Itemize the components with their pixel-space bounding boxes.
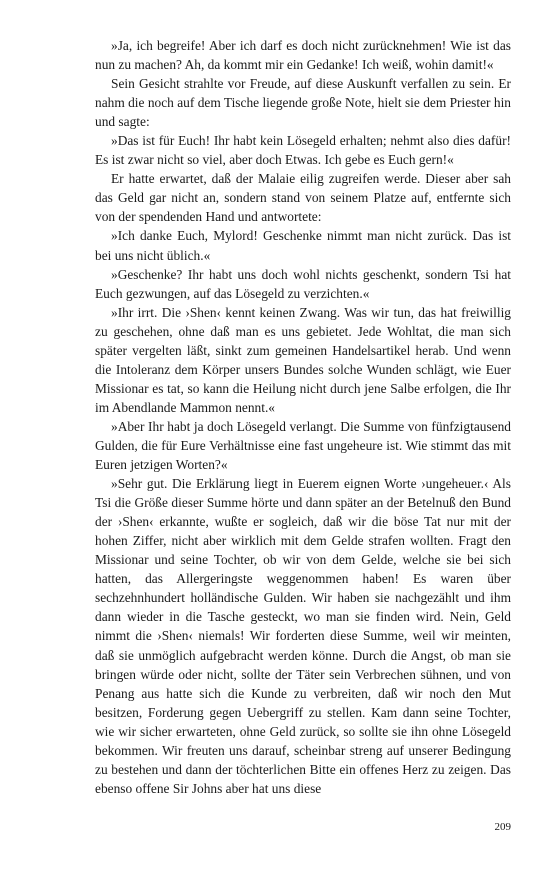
paragraph: Sein Gesicht strahlte vor Freude, auf diese Auskunft verfallen zu sein. Er nahm die noch auf dem Tische liegende große Note, hielt sie dem Priester hin und sagte: [95,76,511,130]
page-number: 209 [494,821,511,833]
body-text [95,36,511,798]
paragraph: »Das ist für Euch! Ihr habt kein Lösegeld erhalten; nehmt also dies dafür! Es ist zwar nicht so viel, aber doch Etwas. Ich gebe es Euch gern!« [95,133,511,168]
paragraph: »Geschenke? Ihr habt uns doch wohl nichts geschenkt, sondern Tsi hat Euch gezwungen, auf das Lösegeld zu verzichten.« [95,266,511,301]
paragraph: »Ihr irrt. Die ›Shen‹ kennt keinen Zwang. Was wir tun, das hat freiwillig zu geschehen, ohne daß man es uns gebietet. Jede Wohltat, die man sich später vergelten läßt, sinkt zum gemeinen Handelsartikel herab. Und wenn die Intoleranz dem Körper unsers Bundes solche Wunden schlägt, wie Euer Missionar es tat, so kann die Heilung nicht durch jene Salbe erfolgen, die Ihr im Abendlande Mammon nennt.« [95,304,511,415]
paragraph: Er hatte erwartet, daß der Malaie eilig zugreifen werde. Dieser aber sah das Geld gar nicht an, sondern stand von seinem Platze auf, entfernte sich von der spendenden Hand und antwortete: [95,171,511,225]
paragraph: »Sehr gut. Die Erklärung liegt in Euerem eignen Worte ›ungeheuer.‹ Als Tsi die Größe dieser Summe hörte und dann später an der Betelnuß den Bund der ›Shen‹ erkannte, wußte er sogleich, daß wir die böse Tat nur mit der hohen Ziffer, nicht aber wirklich mit dem Gelde strafen wollten. Fragt den Missionar und seine Tochter, ob wir von dem Gelde, welche sie bei sich hatten, das Allergeringste weggenommen haben! Es waren über sechzehnhundert holländische Gulden. Wir haben sie nachgezählt und ihm dann wieder in die Tasche gesteckt, wo man sie finden wird. Nein, Geld nimmt die ›Shen‹ niemals! Wir forderten diese Summe, weil wir meinten, daß sie unmöglich aufgebracht werden könne. Durch die Angst, ob man sie bringen würde oder nicht, sollte der Täter sein Verbrechen sühnen, und von Penang aus hatte sich die Kunde zu verbreiten, daß wir noch den Mut besitzen, Forderung gegen Uebergriff zu stellen. Kam dann seine Tochter, wie wir sicher erwarteten, ohne Geld zurück, so sollte sie ihn ohne Lösegeld bekommen. Wir freuten uns darauf, scheinbar streng auf unserer Bedingung zu bestehen und dann der töchterlichen Bitte ein offenes Herz zu zeigen. Das ebenso offene Sir Johns aber hat uns diese [95,476,511,796]
paragraph: »Ich danke Euch, Mylord! Geschenke nimmt man nicht zurück. Das ist bei uns nicht üblich.« [95,228,511,263]
paragraph: »Aber Ihr habt ja doch Lösegeld verlangt. Die Summe von fünfzigtausend Gulden, die für Eure Verhältnisse eine fast ungeheure ist. Wie stimmt das mit Euren jetzigen Worten?« [95,418,511,473]
paragraph: »Ja, ich begreife! Aber ich darf es doch nicht zurücknehmen! Wie ist das nun zu machen? Ah, da kommt mir ein Gedanke! Ich weiß, wohin damit!« [95,38,511,73]
